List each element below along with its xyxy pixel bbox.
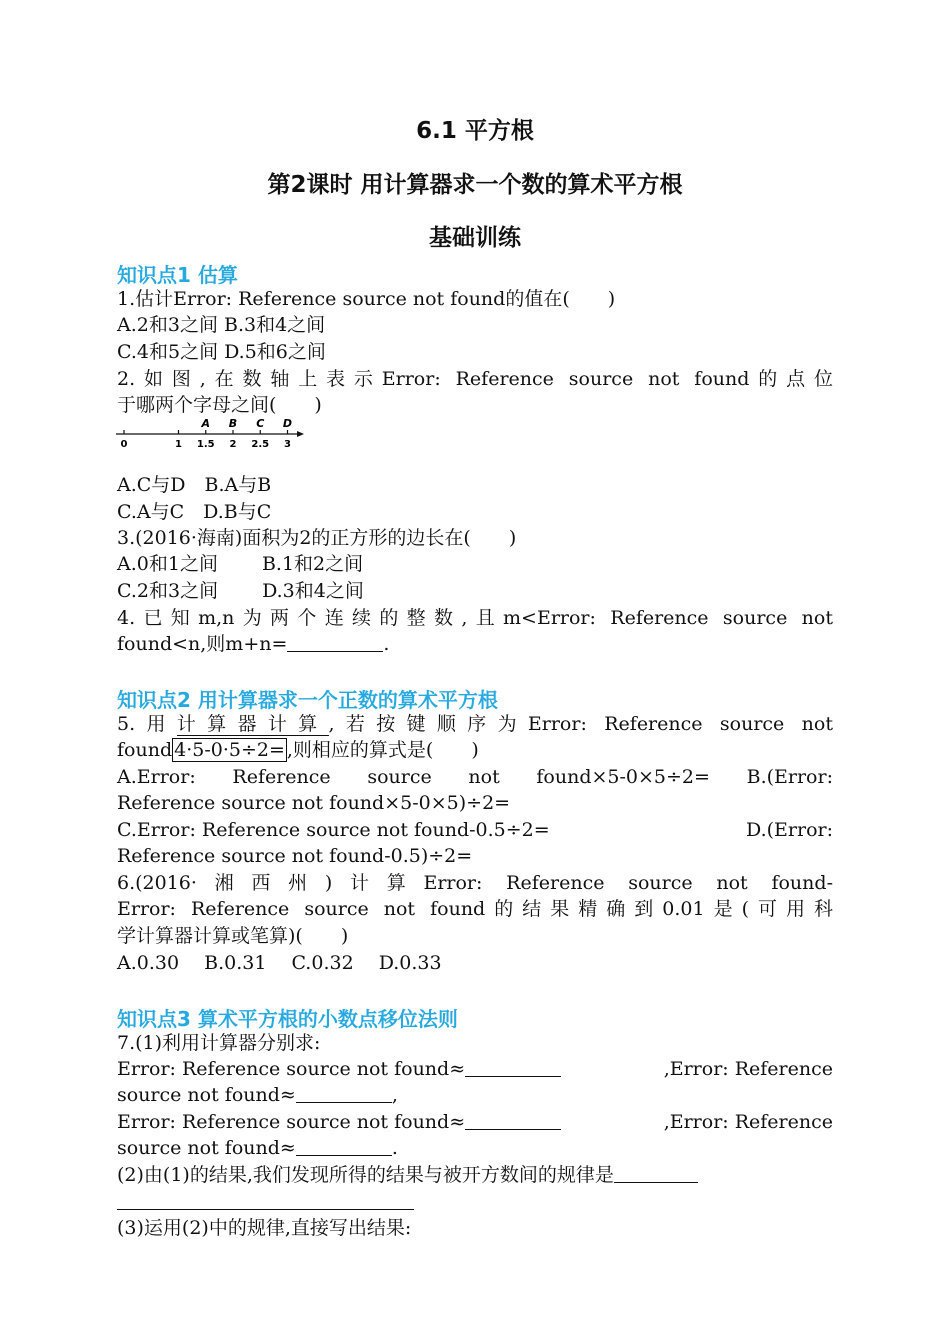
question-5-option-b-cont: Reference source not found×5-0×5)÷2= <box>117 792 511 814</box>
number-line-arrow <box>297 431 304 437</box>
tick-label: 0 <box>120 439 128 450</box>
question-5-option-c: C.Error: Reference source not found-0.5÷2= <box>117 819 550 841</box>
question-1-options-ab: A.2和3之间 B.3和4之间 <box>117 314 326 336</box>
answer-blank-continued[interactable] <box>117 1209 414 1210</box>
question-4-text: found<n,则m+n= <box>117 633 288 655</box>
point-letter-d: D <box>282 417 293 430</box>
tick-label: 2 <box>229 439 237 450</box>
answer-blank[interactable] <box>296 1137 392 1156</box>
tick-label: 1.5 <box>196 439 215 450</box>
answer-blank[interactable] <box>296 1084 392 1103</box>
point-letter-b: B <box>228 417 238 430</box>
answer-blank[interactable] <box>287 633 383 652</box>
question-7-line3 <box>117 1109 833 1135</box>
tick-label: 3 <box>284 439 291 450</box>
point-letter-a: A <box>201 417 211 430</box>
key-sequence-box: 4·5-0·5÷2= <box>174 739 285 761</box>
knowledge-point-2-heading: 知识点2 用计算器求一个正数的算术平方根 <box>117 688 498 712</box>
question-5-option-d-cont: Reference source not found-0.5)÷2= <box>117 845 473 867</box>
question-7-part2-text: (2)由(1)的结果,我们发现所得的结果与被开方数间的规律是 <box>117 1164 614 1186</box>
question-1-options-cd: C.4和5之间 D.5和6之间 <box>117 341 326 363</box>
question-5-line1 <box>117 711 833 737</box>
question-2-options-ab: A.C与D B.A与B <box>117 474 272 496</box>
sqrt-expression: source not found≈ <box>117 1084 296 1106</box>
answer-blank[interactable] <box>465 1058 561 1077</box>
knowledge-point-1-heading: 知识点1 估算 <box>117 263 238 287</box>
question-7-line4 <box>117 1135 833 1161</box>
question-4-line2 <box>117 631 833 657</box>
answer-blank[interactable] <box>465 1111 561 1130</box>
question-7-part1: 7.(1)利用计算器分别求: <box>117 1032 321 1054</box>
question-5-prefix: 5.用 <box>117 713 177 735</box>
question-3-option-c: C.2和3之间 <box>117 580 219 602</box>
question-5-option-a-b: A.Error: Reference source not found×5-0×5÷2= B.(Error: <box>117 766 833 788</box>
comma: , <box>391 1084 398 1106</box>
question-6-line2: Error: Reference source not found的结果精确到0.01是(可用科 <box>117 898 833 920</box>
question-2-options-cd: C.A与C D.B与C <box>117 501 272 523</box>
question-3-stem: 3.(2016·海南)面积为2的正方形的边长在( ) <box>117 527 517 549</box>
question-3-option-b: B.1和2之间 <box>261 553 364 575</box>
question-5-text: ,若按键顺序为Error: Reference source not <box>328 713 833 735</box>
lesson-title: 第2课时 用计算器求一个数的算术平方根 <box>267 172 683 198</box>
sqrt-expression: Error: Reference source not found≈ <box>117 1111 466 1133</box>
question-5-found-text: found <box>117 739 173 761</box>
question-6-line1: 6.(2016·湘西州)计算Error: Reference source not found- <box>117 872 833 894</box>
question-3-options-cd <box>117 578 833 604</box>
tick-label: 2.5 <box>251 439 270 450</box>
chapter-title: 6.1 平方根 <box>416 118 534 144</box>
answer-blank[interactable] <box>614 1164 698 1183</box>
question-5-option-d: D.(Error: <box>746 819 833 841</box>
tick-label: 1 <box>175 439 182 450</box>
question-7-line1 <box>117 1056 833 1082</box>
question-7-line2 <box>117 1082 833 1108</box>
question-5-underlined-text: 计算器计算 <box>176 713 329 735</box>
question-7-part3: (3)运用(2)中的规律,直接写出结果: <box>117 1217 412 1239</box>
question-1-stem: 1.估计Error: Reference source not found的值在( ) <box>117 288 616 310</box>
question-5-option-c-d <box>117 817 833 843</box>
question-7-part2 <box>117 1162 833 1188</box>
sqrt-expression: source not found≈ <box>117 1137 296 1159</box>
question-3-option-d: D.3和4之间 <box>262 580 364 602</box>
question-4-period: . <box>383 633 390 655</box>
period: . <box>391 1137 398 1159</box>
question-4-line1: 4.已知m,n为两个连续的整数,且m<Error: Reference source not <box>117 607 833 629</box>
number-line-figure <box>112 414 312 454</box>
question-6-options: A.0.30 B.0.31 C.0.32 D.0.33 <box>117 952 442 974</box>
question-3-option-a: A.0和1之间 <box>117 553 218 575</box>
section-title: 基础训练 <box>429 225 521 251</box>
point-letter-c: C <box>256 417 265 430</box>
question-2-stem-line2: 于哪两个字母之间( ) <box>117 394 322 416</box>
sqrt-expression: ,Error: Reference <box>663 1111 833 1133</box>
sqrt-expression: Error: Reference source not found≈ <box>117 1058 466 1080</box>
sqrt-expression: ,Error: Reference <box>663 1058 833 1080</box>
question-2-stem-line1: 2.如图,在数轴上表示Error: Reference source not found的点位 <box>117 368 833 390</box>
question-3-options-ab <box>117 551 833 577</box>
question-5-line2 <box>117 737 833 763</box>
question-5-ask: ,则相应的算式是( ) <box>286 739 479 761</box>
question-6-line3: 学计算器计算或笔算)( ) <box>117 925 349 947</box>
knowledge-point-3-heading: 知识点3 算术平方根的小数点移位法则 <box>117 1007 458 1031</box>
